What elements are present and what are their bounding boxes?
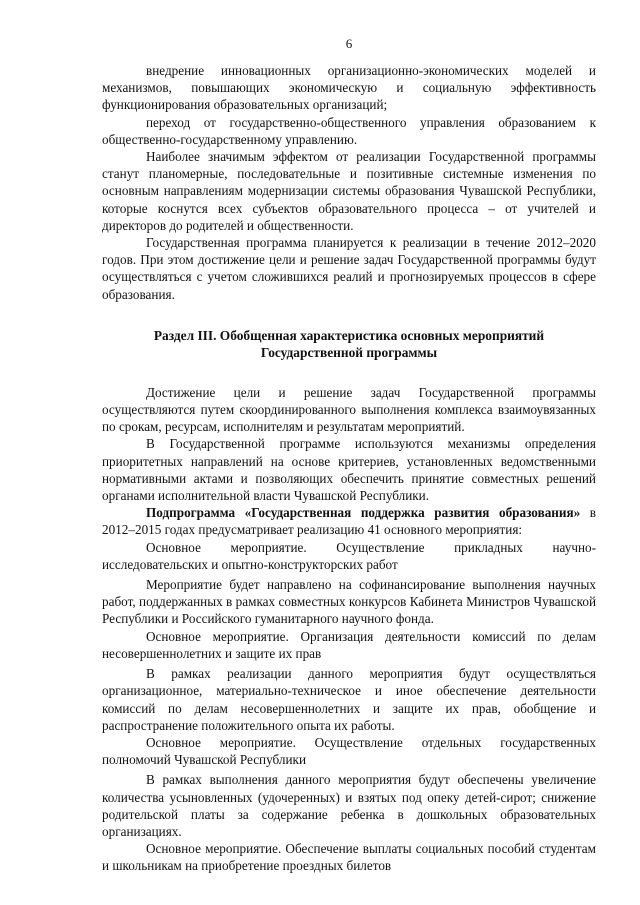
measure-title: Основное мероприятие. Осуществление прикладных научно-исследовательских и опытно-конструкторских работ	[102, 539, 596, 572]
paragraph: переход от государственно-общественного управления образованием к общественно-государственному управлению.	[102, 114, 596, 147]
measure-description: Мероприятие будет направлено на софинансирование выполнения научных работ, поддержанных в рамках совместных конкурсов Кабинета Министров Чувашской Республики и Российского гуманитарного научного фонда.	[102, 577, 596, 627]
paragraph: Наиболее значимым эффектом от реализации Государственной программы станут планомерные, последовательные и позитивные системные изменения по основным направлениям модернизации системы образования Чувашской Республики, которые коснутся всех субъектов образовательного процесса – от учителей и директоров до родителей и общественности.	[102, 149, 596, 233]
section-heading	[102, 327, 596, 362]
paragraph: В Государственной программе используются механизмы определения приоритетных направлений на основе критериев, установленных ведомственными нормативными актами и позволяющих обеспечить принятие совместных решений органами исполнительной власти Чувашской Республики.	[102, 436, 596, 504]
paragraph: внедрение инновационных организационно-экономических моделей и механизмов, повышающих экономическую и социальную эффективность функционирования образовательных организаций;	[102, 63, 596, 113]
section-heading-line: Раздел III. Обобщенная характеристика основных мероприятий	[153, 327, 545, 343]
subprogram-title: Подпрограмма «Государственная поддержка развития образования»	[146, 505, 581, 521]
subprogram-paragraph	[102, 504, 596, 538]
section-heading-line: Государственной программы	[260, 345, 438, 361]
measure-description: В рамках реализации данного мероприятия будут осуществляться организационное, материально-техническое и иное обеспечение деятельности комиссий по делам несовершеннолетних и защите их прав, обобщение и распространение положительного опыта их работы.	[102, 666, 596, 733]
paragraph: Государственная программа планируется к реализации в течение 2012–2020 годов. При этом достижение цели и решение задач Государственной программы будут осуществляться с учетом сложившихся реалий и прогнозируемых процессов в сфере образования.	[102, 235, 596, 302]
paragraph: Достижение цели и решение задач Государственной программы осуществляются путем скоординированного выполнения комплекса взаимоувязанных по срокам, ресурсам, исполнителям и результатам мероприятий.	[102, 384, 596, 435]
measure-title: Основное мероприятие. Организация деятельности комиссий по делам несовершеннолетних и защите их прав	[102, 628, 596, 661]
measure-title: Основное мероприятие. Обеспечение выплаты социальных пособий студентам и школьникам на приобретение проездных билетов	[102, 841, 596, 874]
page-number: 6	[345, 36, 353, 51]
subprogram-text: в 2012–2015 годах предусматривает реализацию 41 основного мероприятия:	[102, 505, 596, 538]
measure-title: Основное мероприятие. Осуществление отдельных государственных полномочий Чувашской Республики	[102, 734, 596, 768]
measure-description: В рамках выполнения данного мероприятия будут обеспечены увеличение количества усыновленных (удочеренных) и взятых под опеку детей-сирот; снижение родительской платы за содержание ребенка в дошкольных образовательных организациях.	[102, 772, 596, 839]
document-page	[102, 36, 596, 875]
